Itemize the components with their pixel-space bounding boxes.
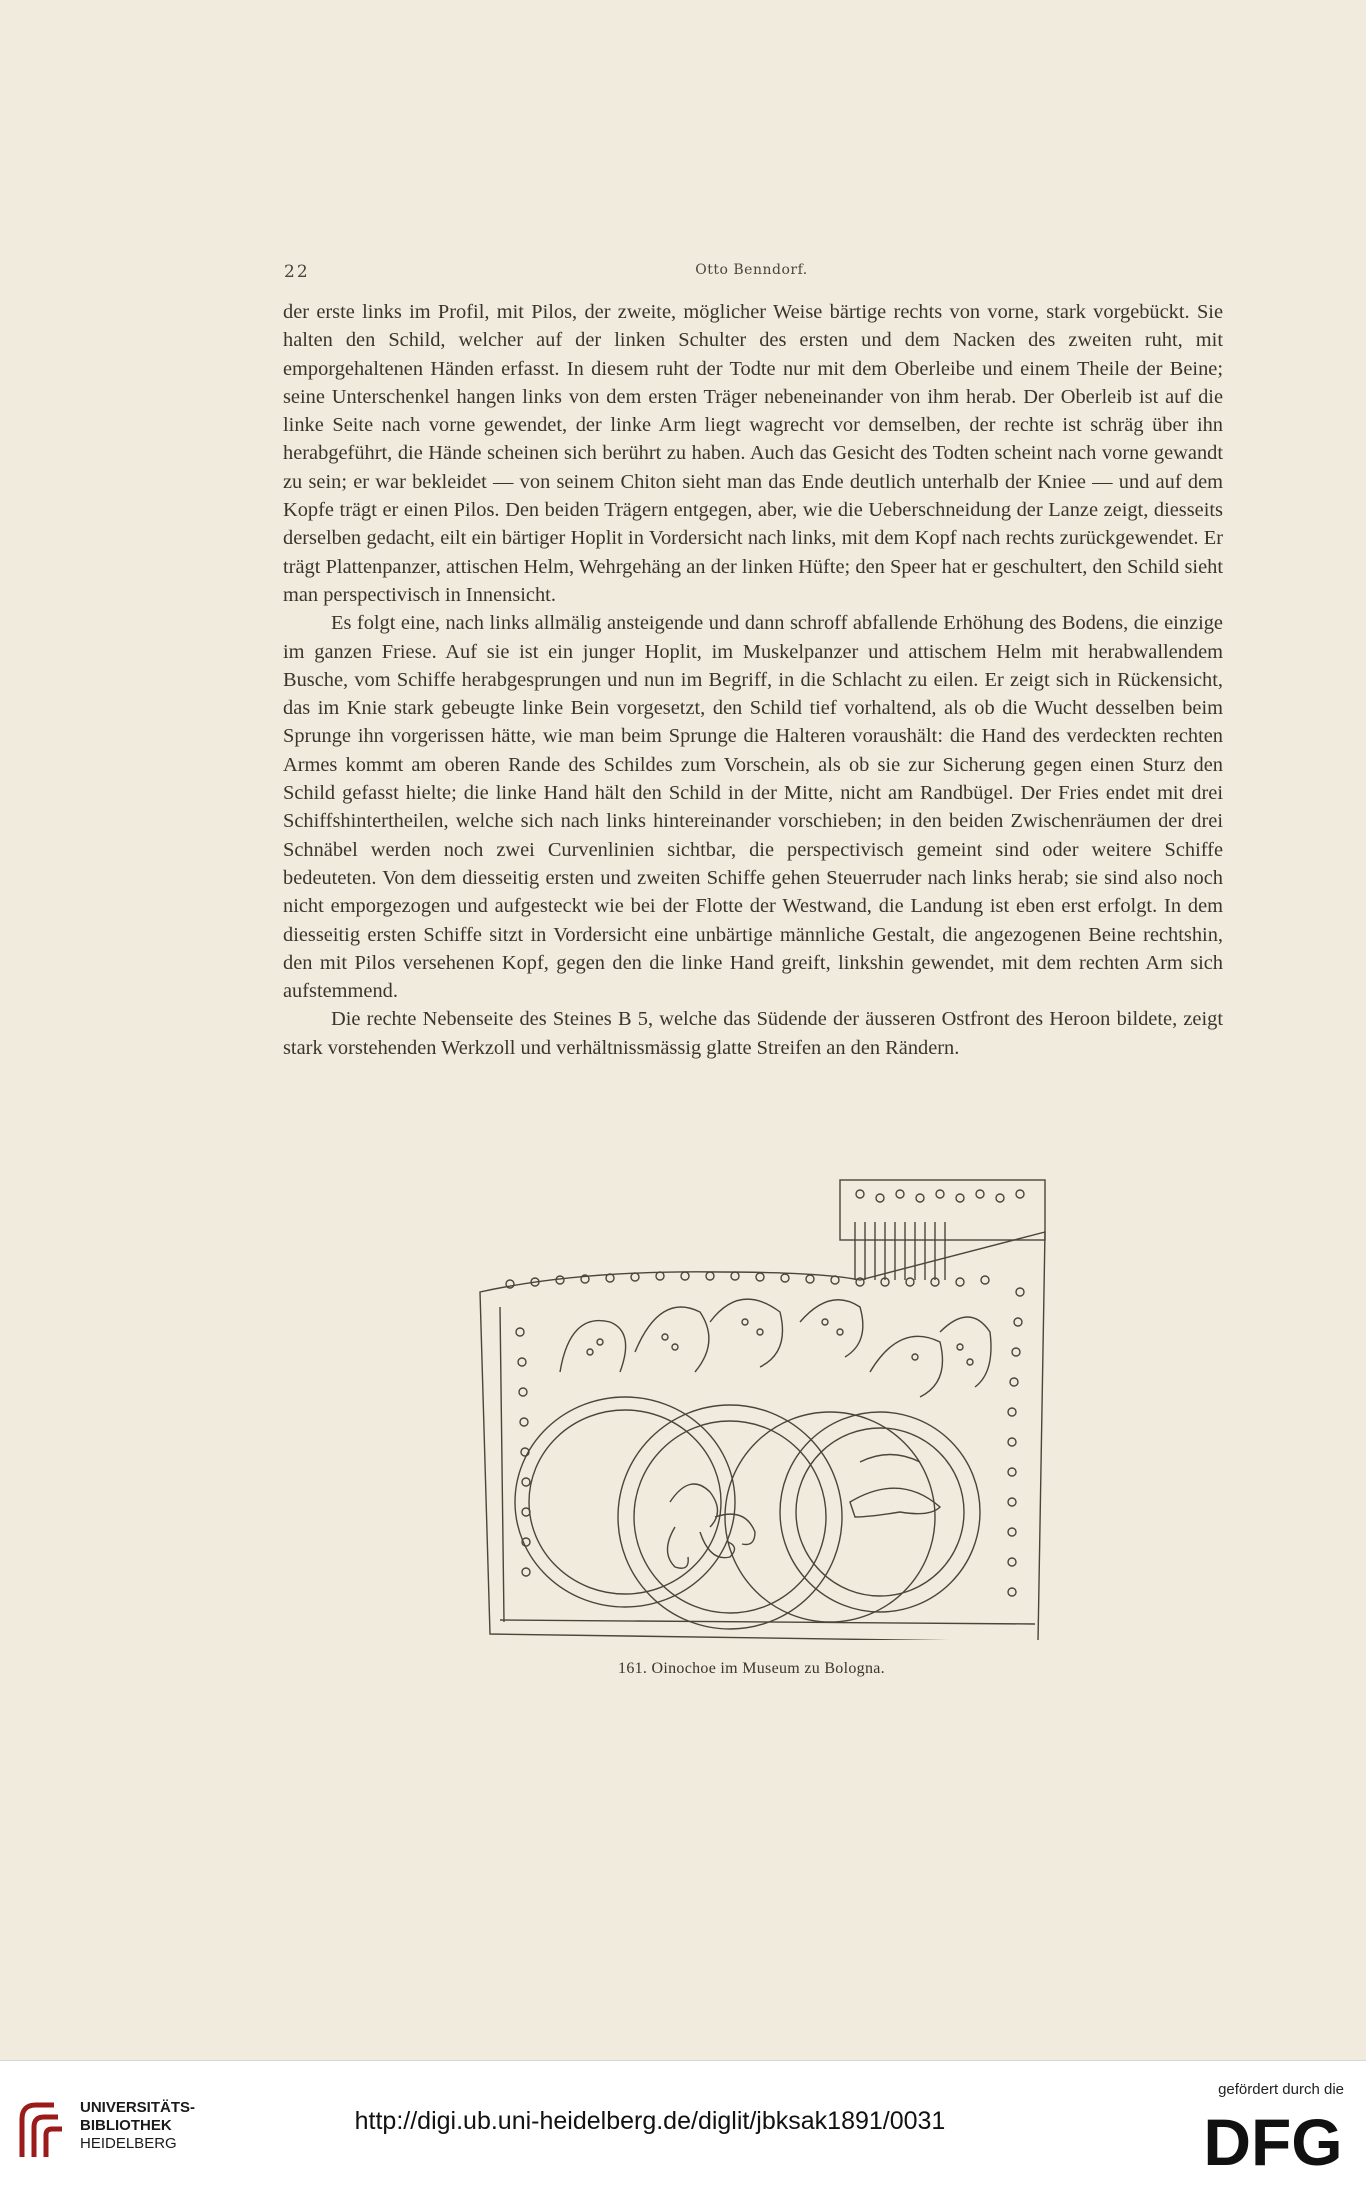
permalink-url[interactable]: http://digi.ub.uni-heidelberg.de/diglit/jbksak1891/0031 [354, 2107, 946, 2135]
page-number: 22 [284, 262, 310, 282]
upper-ornament [560, 1299, 991, 1397]
oinochoe-drawing [460, 1172, 1060, 1640]
bottom-band [500, 1620, 1035, 1624]
figure-caption: 161. Oinochoe im Museum zu Bologna. [618, 1660, 885, 1677]
library-line-2: BIBLIOTHEK [80, 2117, 172, 2134]
running-author: Otto Benndorf. [695, 262, 808, 278]
spout-flutes [855, 1222, 945, 1280]
dolphin-emblem [850, 1455, 940, 1518]
left-dot-column [500, 1307, 530, 1622]
body-text [283, 298, 1223, 1062]
octopus-emblem [668, 1484, 756, 1568]
funding-label: gefördert durch die [1218, 2081, 1344, 2098]
spout-block [840, 1180, 1045, 1240]
library-name [80, 2099, 195, 2153]
footer-bar [0, 2060, 1366, 2191]
university-library-logo[interactable] [14, 2099, 74, 2163]
right-dot-column [1008, 1288, 1024, 1596]
library-line-3: HEIDELBERG [80, 2135, 177, 2152]
dfg-logo-text: DFG [1203, 2105, 1343, 2175]
paragraph-3: Die rechte Nebenseite des Steines B 5, welche das Südende der äusseren Ostfront des Heroon bildete, zeigt stark vorstehenden Werkzoll und verhältnissmässig glatte Streifen an den Rändern. [283, 1008, 1223, 1059]
top-dot-band [506, 1272, 989, 1288]
library-line-1: UNIVERSITÄTS- [80, 2099, 196, 2116]
dfg-logo[interactable] [1198, 2105, 1348, 2175]
paragraph-2: Es folgt eine, nach links allmälig ansteigende und dann schroff abfallende Erhöhung des Bodens, die einzige im ganzen Friese. Auf sie ist ein junger Hoplit, im Muskelpanzer und attischem Helm mit herabwallendem Busche, vom Schiffe herabgesprungen und nun im Begriff, in die Schlacht zu eilen. Er zeigt sich in Rückensicht, das im Knie stark gebeugte linke Bein vorgesetzt, den Schild tief vorhaltend, als ob die Wucht desselben beim Sprunge ihn vorgerissen hätte, wie man beim Sprunge die Halteren voraushält: die Hand des verdeckten rechten Armes kommt am oberen Rande des Schildes zum Vorschein, als ob sie zur Sicherung gegen einen Sturz den Schild gefasst hielte; die linke Hand hält den Schild in der Mitte, nicht am Randbügel. Der Fries endet mit drei Schiffshintertheilen, welche sich nach links hintereinander vorschieben; in den beiden Zwischenräumen der drei Schnäbel werden noch zwei Curvenlinien sichtbar, die perspectivisch gemeint sind oder weitere Schiffe bedeuteten. Von dem diesseitig ersten und zweiten Schiffe gehen Steuerruder nach links herab; sie sind also noch nicht emporgezogen und aufgesteckt wie bei der Flotte der Westwand, die Landung ist eben erst erfolgt. In dem diesseitig ersten Schiffe sitzt in Vordersicht eine unbärtige männliche Gestalt, die angezogenen Beine rechtshin, den mit Pilos versehenen Kopf, gegen den die linke Hand greift, linkshin gewendet, mit dem rechten Arm sich aufstemmend. [283, 612, 1223, 1003]
running-head [280, 262, 1223, 286]
paragraph-1: der erste links im Profil, mit Pilos, der zweite, möglicher Weise bärtige rechts von vorne, stark vorgebückt. Sie halten den Schild, welcher auf der linken Schulter des ersten und dem Nacken des zweiten ruht, mit emporgehaltenen Händen erfasst. In diesem ruht der Todte nur mit dem Oberleibe und einem Theile der Beine; seine Unterschenkel hangen links von dem ersten Träger nebeneinander von ihm herab. Der Oberleib ist auf die linke Seite nach vorne gewendet, der linke Arm liegt wagrecht vor demselben, der rechte ist schräg über ihn herabgeführt, die Hände scheinen sich berührt zu haben. Auch das Gesicht des Todten scheint nach vorne gewandt zu sein; er war bekleidet — von seinem Chiton sieht man das Ende deutlich unterhalb der Kniee — und auf dem Kopfe trägt er einen Pilos. Den beiden Trägern entgegen, aber, wie die Ueberschneidung der Lanze zeigt, diesseits derselben gedacht, eilt ein bärtiger Hoplit in Vordersicht nach links, mit dem Kopf nach rechts zurückgewendet. Er trägt Plattenpanzer, attischen Helm, Wehrgehäng an der linken Hüfte; den Speer hat er geschultert, den Schild sieht man perspectivisch in Innensicht. [283, 301, 1223, 606]
spout-dots [856, 1190, 1024, 1202]
